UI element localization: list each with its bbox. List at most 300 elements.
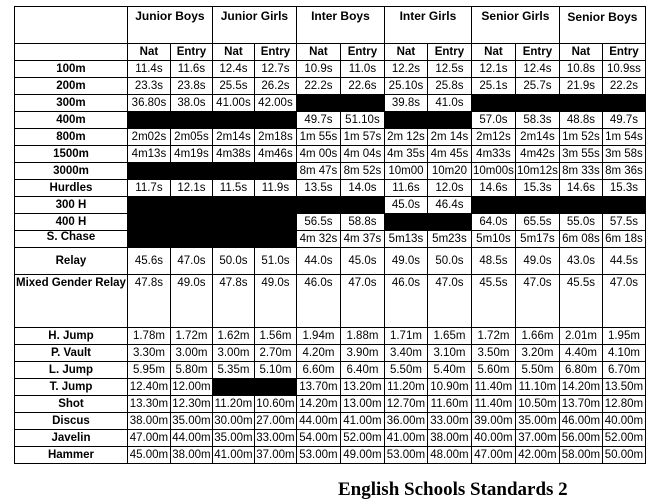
group-header: Junior Boys — [127, 7, 212, 44]
entry-standard-cell: 2m14s — [515, 129, 559, 146]
entry-standard-cell: 48.00m — [427, 447, 471, 464]
event-row — [15, 447, 646, 464]
entry-standard-cell: 51.10s — [340, 112, 384, 129]
event-row — [15, 61, 646, 78]
event-name: P. Vault — [15, 345, 128, 362]
event-name: S. Chase — [15, 231, 128, 248]
entry-standard-cell: 6.70m — [602, 362, 645, 379]
nat-standard-cell: 11.4s — [127, 61, 170, 78]
nat-standard-cell: 2m02s — [127, 129, 170, 146]
entry-standard-cell: 13.50m — [602, 379, 645, 396]
nat-standard-cell: 5m13s — [384, 231, 427, 248]
entry-standard-cell: 10.9ss — [602, 61, 645, 78]
entry-standard-cell: 12.5s — [427, 61, 471, 78]
entry-standard-cell: 44.5s — [602, 248, 645, 275]
nat-standard-cell: 4.40m — [559, 345, 602, 362]
event-row — [15, 146, 646, 163]
nat-standard-cell: 14.20m — [296, 396, 340, 413]
nat-standard-cell: 25.5s — [212, 78, 254, 95]
not-applicable-cell — [340, 95, 384, 112]
entry-standard-cell: 3.10m — [427, 345, 471, 362]
footer-caption: English Schools Standards 2 — [338, 479, 568, 500]
nat-standard-cell: 35.00m — [212, 430, 254, 447]
subheader-nat: Nat — [127, 44, 170, 61]
entry-standard-cell: 4.10m — [602, 345, 645, 362]
event-name: Mixed Gender Relay — [15, 275, 128, 328]
nat-standard-cell: 41.00m — [384, 430, 427, 447]
nat-standard-cell: 54.00m — [296, 430, 340, 447]
entry-standard-cell: 58.3s — [515, 112, 559, 129]
nat-standard-cell: 48.5s — [471, 248, 515, 275]
entry-standard-cell: 11.9s — [254, 180, 296, 197]
not-applicable-cell — [471, 197, 515, 214]
not-applicable-cell — [212, 197, 254, 214]
not-applicable-cell — [127, 197, 170, 214]
entry-standard-cell: 37.00m — [254, 447, 296, 464]
nat-standard-cell: 49.7s — [296, 112, 340, 129]
event-row — [15, 112, 646, 129]
nat-standard-cell: 3.50m — [471, 345, 515, 362]
entry-standard-cell: 12.7s — [254, 61, 296, 78]
nat-standard-cell: 3m 55s — [559, 146, 602, 163]
event-name: Relay — [15, 248, 128, 275]
nat-standard-cell: 49.0s — [384, 248, 427, 275]
subheader-entry: Entry — [427, 44, 471, 61]
entry-standard-cell: 38.00m — [427, 430, 471, 447]
entry-standard-cell: 1.65m — [427, 328, 471, 345]
entry-standard-cell: 40.00m — [602, 413, 645, 430]
not-applicable-cell — [559, 197, 602, 214]
entry-standard-cell: 38.0s — [170, 95, 212, 112]
entry-standard-cell: 49.0s — [254, 275, 296, 328]
entry-standard-cell: 58.8s — [340, 214, 384, 231]
not-applicable-cell — [384, 214, 427, 231]
subheader-entry: Entry — [515, 44, 559, 61]
nat-standard-cell: 38.00m — [127, 413, 170, 430]
nat-standard-cell: 10m00s — [471, 163, 515, 180]
nat-standard-cell: 8m 33s — [559, 163, 602, 180]
entry-standard-cell: 47.0s — [515, 275, 559, 328]
nat-standard-cell: 12.2s — [384, 61, 427, 78]
entry-standard-cell: 1m 57s — [340, 129, 384, 146]
not-applicable-cell — [212, 214, 254, 231]
nat-standard-cell: 53.00m — [296, 447, 340, 464]
entry-standard-cell: 12.80m — [602, 396, 645, 413]
entry-standard-cell: 5.10m — [254, 362, 296, 379]
entry-standard-cell: 38.00m — [170, 447, 212, 464]
event-name: 400m — [15, 112, 128, 129]
entry-standard-cell: 13.00m — [340, 396, 384, 413]
subheader-nat: Nat — [559, 44, 602, 61]
event-name: 1500m — [15, 146, 128, 163]
not-applicable-cell — [212, 379, 254, 396]
entry-standard-cell: 5m17s — [515, 231, 559, 248]
event-name: 200m — [15, 78, 128, 95]
nat-standard-cell: 11.40m — [471, 379, 515, 396]
entry-standard-cell: 47.0s — [602, 275, 645, 328]
entry-standard-cell: 22.2s — [602, 78, 645, 95]
nat-standard-cell: 1.62m — [212, 328, 254, 345]
nat-standard-cell: 2m12s — [471, 129, 515, 146]
entry-standard-cell: 3m 58s — [602, 146, 645, 163]
event-row — [15, 163, 646, 180]
not-applicable-cell — [170, 214, 212, 231]
entry-standard-cell: 5.50m — [515, 362, 559, 379]
entry-standard-cell: 46.4s — [427, 197, 471, 214]
not-applicable-cell — [170, 231, 212, 248]
entry-standard-cell: 47.0s — [427, 275, 471, 328]
nat-standard-cell: 3.00m — [212, 345, 254, 362]
nat-standard-cell: 5.35m — [212, 362, 254, 379]
nat-standard-cell: 45.0s — [384, 197, 427, 214]
nat-standard-cell: 6.60m — [296, 362, 340, 379]
nat-standard-cell: 1m 52s — [559, 129, 602, 146]
nat-standard-cell: 5.50m — [384, 362, 427, 379]
event-name: Javelin — [15, 430, 128, 447]
nat-standard-cell: 47.00m — [471, 447, 515, 464]
event-row — [15, 430, 646, 447]
entry-standard-cell: 12.1s — [170, 180, 212, 197]
event-row — [15, 180, 646, 197]
event-row — [15, 379, 646, 396]
not-applicable-cell — [254, 231, 296, 248]
entry-standard-cell: 41.00m — [340, 413, 384, 430]
event-row — [15, 413, 646, 430]
not-applicable-cell — [296, 95, 340, 112]
nat-standard-cell: 13.70m — [296, 379, 340, 396]
nat-standard-cell: 64.0s — [471, 214, 515, 231]
nat-standard-cell: 10.8s — [559, 61, 602, 78]
nat-standard-cell: 30.00m — [212, 413, 254, 430]
subheader-entry: Entry — [340, 44, 384, 61]
nat-standard-cell: 13.30m — [127, 396, 170, 413]
not-applicable-cell — [471, 95, 515, 112]
nat-standard-cell: 12.4s — [212, 61, 254, 78]
entry-standard-cell: 33.00m — [427, 413, 471, 430]
nat-standard-cell: 11.5s — [212, 180, 254, 197]
entry-standard-cell: 12.0s — [427, 180, 471, 197]
nat-standard-cell: 3.40m — [384, 345, 427, 362]
not-applicable-cell — [212, 231, 254, 248]
nat-standard-cell: 36.00m — [384, 413, 427, 430]
entry-standard-cell: 50.00m — [602, 447, 645, 464]
nat-standard-cell: 1.94m — [296, 328, 340, 345]
entry-standard-cell: 4m42s — [515, 146, 559, 163]
entry-standard-cell: 13.20m — [340, 379, 384, 396]
event-name: Hurdles — [15, 180, 128, 197]
entry-standard-cell: 42.00m — [515, 447, 559, 464]
entry-standard-cell: 3.90m — [340, 345, 384, 362]
entry-standard-cell: 4m 04s — [340, 146, 384, 163]
group-header: Junior Girls — [212, 7, 296, 44]
nat-standard-cell: 25.1s — [471, 78, 515, 95]
entry-standard-cell: 12.4s — [515, 61, 559, 78]
nat-standard-cell: 4.20m — [296, 345, 340, 362]
entry-standard-cell: 15.3s — [515, 180, 559, 197]
entry-standard-cell: 52.00m — [340, 430, 384, 447]
entry-standard-cell: 26.2s — [254, 78, 296, 95]
nat-standard-cell: 45.6s — [127, 248, 170, 275]
nat-standard-cell: 4m38s — [212, 146, 254, 163]
entry-standard-cell: 4m46s — [254, 146, 296, 163]
entry-standard-cell: 5m23s — [427, 231, 471, 248]
nat-standard-cell: 5.95m — [127, 362, 170, 379]
not-applicable-cell — [384, 112, 427, 129]
event-name: 3000m — [15, 163, 128, 180]
nat-standard-cell: 58.00m — [559, 447, 602, 464]
nat-standard-cell: 55.0s — [559, 214, 602, 231]
nat-standard-cell: 11.20m — [384, 379, 427, 396]
entry-standard-cell: 3.20m — [515, 345, 559, 362]
nat-standard-cell: 45.00m — [127, 447, 170, 464]
corner-cell — [15, 7, 128, 44]
entry-standard-cell: 49.0s — [515, 248, 559, 275]
event-name: T. Jump — [15, 379, 128, 396]
subheader-entry: Entry — [254, 44, 296, 61]
nat-standard-cell: 5.60m — [471, 362, 515, 379]
entry-standard-cell: 35.00m — [170, 413, 212, 430]
nat-standard-cell: 50.0s — [212, 248, 254, 275]
subheader-nat: Nat — [384, 44, 427, 61]
entry-standard-cell: 2m 14s — [427, 129, 471, 146]
nat-standard-cell: 1m 55s — [296, 129, 340, 146]
not-applicable-cell — [127, 231, 170, 248]
event-name: L. Jump — [15, 362, 128, 379]
nat-standard-cell: 11.20m — [212, 396, 254, 413]
event-name: H. Jump — [15, 328, 128, 345]
group-header-row — [15, 7, 646, 44]
nat-standard-cell: 2.01m — [559, 328, 602, 345]
event-name: 400 H — [15, 214, 128, 231]
nat-standard-cell: 1.78m — [127, 328, 170, 345]
not-applicable-cell — [170, 197, 212, 214]
event-row — [15, 248, 646, 275]
entry-standard-cell: 27.00m — [254, 413, 296, 430]
entry-standard-cell: 65.5s — [515, 214, 559, 231]
not-applicable-cell — [170, 163, 212, 180]
entry-standard-cell: 15.3s — [602, 180, 645, 197]
not-applicable-cell — [127, 112, 170, 129]
entry-standard-cell: 47.0s — [340, 275, 384, 328]
entry-standard-cell: 12.30m — [170, 396, 212, 413]
nat-standard-cell: 53.00m — [384, 447, 427, 464]
event-name: 300m — [15, 95, 128, 112]
nat-standard-cell: 11.40m — [471, 396, 515, 413]
subheader-entry: Entry — [602, 44, 645, 61]
not-applicable-cell — [212, 112, 254, 129]
nat-standard-cell: 4m13s — [127, 146, 170, 163]
entry-standard-cell: 1m 54s — [602, 129, 645, 146]
entry-standard-cell: 37.00m — [515, 430, 559, 447]
event-row — [15, 197, 646, 214]
nat-standard-cell: 21.9s — [559, 78, 602, 95]
entry-standard-cell: 23.8s — [170, 78, 212, 95]
nat-standard-cell: 11.7s — [127, 180, 170, 197]
entry-standard-cell: 2m18s — [254, 129, 296, 146]
nat-standard-cell: 11.6s — [384, 180, 427, 197]
event-row — [15, 345, 646, 362]
event-row — [15, 396, 646, 413]
event-row — [15, 362, 646, 379]
not-applicable-cell — [602, 95, 645, 112]
subheader-row — [15, 44, 646, 61]
entry-standard-cell: 1.95m — [602, 328, 645, 345]
nat-standard-cell: 10m00 — [384, 163, 427, 180]
entry-standard-cell: 45.0s — [340, 248, 384, 275]
nat-standard-cell: 13.5s — [296, 180, 340, 197]
entry-standard-cell: 47.0s — [170, 248, 212, 275]
nat-standard-cell: 4m 32s — [296, 231, 340, 248]
nat-standard-cell: 14.6s — [559, 180, 602, 197]
nat-standard-cell: 6.80m — [559, 362, 602, 379]
entry-standard-cell: 1.56m — [254, 328, 296, 345]
event-row — [15, 328, 646, 345]
subheader-nat: Nat — [212, 44, 254, 61]
nat-standard-cell: 23.3s — [127, 78, 170, 95]
nat-standard-cell: 6m 08s — [559, 231, 602, 248]
not-applicable-cell — [602, 197, 645, 214]
nat-standard-cell: 14.6s — [471, 180, 515, 197]
event-name: 100m — [15, 61, 128, 78]
nat-standard-cell: 39.00m — [471, 413, 515, 430]
not-applicable-cell — [254, 197, 296, 214]
entry-standard-cell: 10.90m — [427, 379, 471, 396]
nat-standard-cell: 47.8s — [127, 275, 170, 328]
entry-standard-cell: 5.80m — [170, 362, 212, 379]
nat-standard-cell: 4m 00s — [296, 146, 340, 163]
nat-standard-cell: 8m 47s — [296, 163, 340, 180]
not-applicable-cell — [559, 95, 602, 112]
entry-standard-cell: 44.00m — [170, 430, 212, 447]
event-row — [15, 231, 646, 248]
subheader-entry: Entry — [170, 44, 212, 61]
nat-standard-cell: 46.00m — [559, 413, 602, 430]
entry-standard-cell: 11.6s — [170, 61, 212, 78]
entry-standard-cell: 4m 45s — [427, 146, 471, 163]
entry-standard-cell: 1.66m — [515, 328, 559, 345]
subheader-nat: Nat — [296, 44, 340, 61]
entry-standard-cell: 49.00m — [340, 447, 384, 464]
standards-table — [14, 6, 646, 464]
entry-standard-cell: 14.0s — [340, 180, 384, 197]
entry-standard-cell: 2m05s — [170, 129, 212, 146]
nat-standard-cell: 45.5s — [559, 275, 602, 328]
not-applicable-cell — [427, 214, 471, 231]
nat-standard-cell: 41.00s — [212, 95, 254, 112]
nat-standard-cell: 12.40m — [127, 379, 170, 396]
entry-standard-cell: 1.88m — [340, 328, 384, 345]
nat-standard-cell: 5m10s — [471, 231, 515, 248]
nat-standard-cell: 14.20m — [559, 379, 602, 396]
entry-standard-cell: 11.0s — [340, 61, 384, 78]
nat-standard-cell: 12.1s — [471, 61, 515, 78]
nat-standard-cell: 47.00m — [127, 430, 170, 447]
entry-standard-cell: 11.60m — [427, 396, 471, 413]
nat-standard-cell: 25.10s — [384, 78, 427, 95]
nat-standard-cell: 2m 12s — [384, 129, 427, 146]
nat-standard-cell: 2m14s — [212, 129, 254, 146]
entry-standard-cell: 52.00m — [602, 430, 645, 447]
entry-standard-cell: 6m 18s — [602, 231, 645, 248]
entry-standard-cell: 5.40m — [427, 362, 471, 379]
not-applicable-cell — [254, 163, 296, 180]
entry-standard-cell: 42.00s — [254, 95, 296, 112]
not-applicable-cell — [127, 163, 170, 180]
nat-standard-cell: 4m33s — [471, 146, 515, 163]
entry-standard-cell: 41.0s — [427, 95, 471, 112]
nat-standard-cell: 57.0s — [471, 112, 515, 129]
subheader-blank — [15, 44, 128, 61]
entry-standard-cell: 6.40m — [340, 362, 384, 379]
not-applicable-cell — [515, 197, 559, 214]
event-row — [15, 129, 646, 146]
event-name: 300 H — [15, 197, 128, 214]
entry-standard-cell: 8m 52s — [340, 163, 384, 180]
nat-standard-cell: 46.0s — [384, 275, 427, 328]
nat-standard-cell: 40.00m — [471, 430, 515, 447]
entry-standard-cell: 10.60m — [254, 396, 296, 413]
nat-standard-cell: 12.70m — [384, 396, 427, 413]
not-applicable-cell — [296, 197, 340, 214]
entry-standard-cell: 33.00m — [254, 430, 296, 447]
entry-standard-cell: 11.10m — [515, 379, 559, 396]
entry-standard-cell: 1.72m — [170, 328, 212, 345]
entry-standard-cell: 50.0s — [427, 248, 471, 275]
nat-standard-cell: 13.70m — [559, 396, 602, 413]
group-header: Senior Boys — [559, 7, 645, 44]
not-applicable-cell — [254, 112, 296, 129]
nat-standard-cell: 47.8s — [212, 275, 254, 328]
event-name: 800m — [15, 129, 128, 146]
entry-standard-cell: 25.7s — [515, 78, 559, 95]
nat-standard-cell: 4m 35s — [384, 146, 427, 163]
not-applicable-cell — [515, 95, 559, 112]
nat-standard-cell: 39.8s — [384, 95, 427, 112]
not-applicable-cell — [212, 163, 254, 180]
nat-standard-cell: 56.00m — [559, 430, 602, 447]
entry-standard-cell: 10.50m — [515, 396, 559, 413]
not-applicable-cell — [127, 214, 170, 231]
entry-standard-cell: 35.00m — [515, 413, 559, 430]
event-row — [15, 78, 646, 95]
nat-standard-cell: 43.0s — [559, 248, 602, 275]
nat-standard-cell: 44.00m — [296, 413, 340, 430]
nat-standard-cell: 56.5s — [296, 214, 340, 231]
not-applicable-cell — [340, 197, 384, 214]
entry-standard-cell: 12.00m — [170, 379, 212, 396]
subheader-nat: Nat — [471, 44, 515, 61]
entry-standard-cell: 51.0s — [254, 248, 296, 275]
group-header: Inter Boys — [296, 7, 384, 44]
not-applicable-cell — [170, 112, 212, 129]
event-row — [15, 95, 646, 112]
group-header: Inter Girls — [384, 7, 471, 44]
entry-standard-cell: 25.8s — [427, 78, 471, 95]
event-name: Shot — [15, 396, 128, 413]
nat-standard-cell: 3.30m — [127, 345, 170, 362]
entry-standard-cell: 4m 37s — [340, 231, 384, 248]
nat-standard-cell: 22.2s — [296, 78, 340, 95]
not-applicable-cell — [254, 379, 296, 396]
nat-standard-cell: 1.72m — [471, 328, 515, 345]
nat-standard-cell: 1.71m — [384, 328, 427, 345]
not-applicable-cell — [254, 214, 296, 231]
nat-standard-cell: 44.0s — [296, 248, 340, 275]
entry-standard-cell: 49.7s — [602, 112, 645, 129]
nat-standard-cell: 36.80s — [127, 95, 170, 112]
entry-standard-cell: 57.5s — [602, 214, 645, 231]
nat-standard-cell: 46.0s — [296, 275, 340, 328]
